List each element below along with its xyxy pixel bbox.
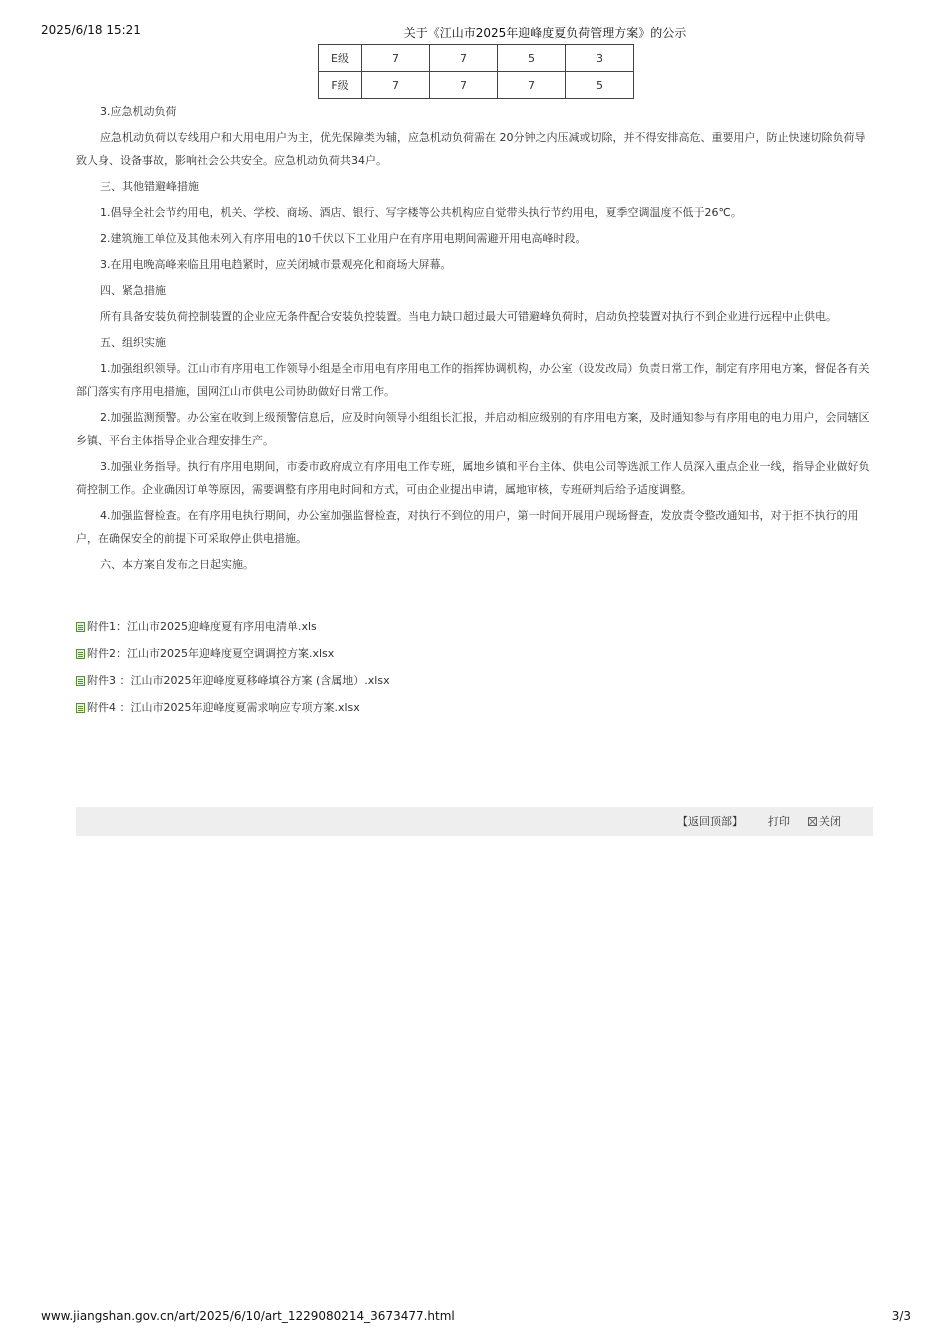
page-action-bar xyxy=(76,807,873,836)
paragraph: 4.加强监督检查。在有序用电执行期间，办公室加强监督检查，对执行不到位的用户，第一时间开展用户现场督查，发放责令整改通知书，对于拒不执行的用户，在确保安全的前提下可采取停止供电措施。 xyxy=(76,509,859,545)
print-header-title xyxy=(0,24,950,41)
section-heading: 六、本方案自发布之日起实施。 xyxy=(100,558,254,571)
close-icon[interactable] xyxy=(808,817,817,826)
attachment-link-3[interactable] xyxy=(76,667,390,694)
excel-file-icon xyxy=(76,703,85,713)
paragraph: 1.加强组织领导。江山市有序用电工作领导小组是全市用电有序用电工作的指挥协调机构，办公室（设发改局）负责日常工作，制定有序用电方案，督促各有关部门落实有序用电措施，国网江山市供电公司协助做好日常工作。 xyxy=(76,362,870,398)
table-cell: 7 xyxy=(430,72,498,99)
section-heading: 3.应急机动负荷 xyxy=(100,105,177,118)
table-cell: 5 xyxy=(566,72,634,99)
table-row-label: E级 xyxy=(319,45,362,72)
attachment-label[interactable]: 附件3 ：江山市2025年迎峰度夏移峰填谷方案 (含属地）.xlsx xyxy=(87,673,390,687)
attachment-label[interactable]: 附件1：江山市2025迎峰度夏有序用电清单.xls xyxy=(87,619,317,633)
attachment-link-4[interactable] xyxy=(76,694,390,721)
print-header-title-text: 关于《江山市2025年迎峰度夏负荷管理方案》的公示 xyxy=(403,26,687,40)
table-row-label: F级 xyxy=(319,72,362,99)
attachment-label[interactable]: 附件2：江山市2025年迎峰度夏空调调控方案.xlsx xyxy=(87,646,335,660)
article-body xyxy=(76,100,873,579)
level-table xyxy=(318,44,634,99)
back-to-top-link[interactable]: 【返回顶部】 xyxy=(677,815,743,828)
table-cell: 7 xyxy=(430,45,498,72)
close-button[interactable] xyxy=(808,807,841,836)
table-row xyxy=(319,45,634,72)
paragraph: 3.在用电晚高峰来临且用电趋紧时，应关闭城市景观亮化和商场大屏幕。 xyxy=(100,258,452,271)
print-link[interactable]: 打印 xyxy=(768,815,790,828)
paragraph: 2.建筑施工单位及其他未列入有序用电的10千伏以下工业用户在有序用电期间需避开用电高峰时段。 xyxy=(100,232,587,245)
table-cell: 5 xyxy=(498,45,566,72)
attachment-list xyxy=(76,613,390,721)
paragraph: 应急机动负荷以专线用户和大用电用户为主，优先保障类为辅，应急机动负荷需在 20分钟之内压减或切除，并不得安排高危、重要用户，防止快速切除负荷导致人身、设备事故，影响社会公共安全。应急机动负荷共34户。 xyxy=(76,131,866,167)
table-cell: 7 xyxy=(362,72,430,99)
table-cell: 7 xyxy=(362,45,430,72)
close-label[interactable]: 关闭 xyxy=(819,815,841,828)
table-cell: 7 xyxy=(498,72,566,99)
table-cell: 3 xyxy=(566,45,634,72)
paragraph: 1.倡导全社会节约用电，机关、学校、商场、酒店、银行、写字楼等公共机构应自觉带头执行节约用电，夏季空调温度不低于26℃。 xyxy=(100,206,742,219)
excel-file-icon xyxy=(76,649,85,659)
paragraph: 所有具备安装负荷控制装置的企业应无条件配合安装负控装置。当电力缺口超过最大可错避峰负荷时，启动负控装置对执行不到企业进行远程中止供电。 xyxy=(100,310,837,323)
section-heading: 三、其他错避峰措施 xyxy=(100,180,199,193)
paragraph: 2.加强监测预警。办公室在收到上级预警信息后，应及时向领导小组组长汇报，并启动相应级别的有序用电方案，及时通知参与有序用电的电力用户，会同辖区乡镇、平台主体指导企业合理安排生产。 xyxy=(76,411,870,447)
table-row xyxy=(319,72,634,99)
excel-file-icon xyxy=(76,676,85,686)
excel-file-icon xyxy=(76,622,85,632)
print-footer-page-number: 3/3 xyxy=(891,1309,911,1323)
print-header-datetime: 2025/6/18 15:21 xyxy=(41,23,141,37)
print-footer-url: www.jiangshan.gov.cn/art/2025/6/10/art_1229080214_3673477.html xyxy=(41,1309,455,1323)
section-heading: 四、紧急措施 xyxy=(100,284,166,297)
paragraph: 3.加强业务指导。执行有序用电期间，市委市政府成立有序用电工作专班，属地乡镇和平台主体、供电公司等选派工作人员深入重点企业一线，指导企业做好负荷控制工作。企业确因订单等原因，需要调整有序用电时间和方式，可由企业提出申请，属地审核，专班研判后给予适度调整。 xyxy=(76,460,870,496)
attachment-label[interactable]: 附件4 ：江山市2025年迎峰度夏需求响应专项方案.xlsx xyxy=(87,700,360,714)
attachment-link-1[interactable] xyxy=(76,613,390,640)
attachment-link-2[interactable] xyxy=(76,640,390,667)
section-heading: 五、组织实施 xyxy=(100,336,166,349)
